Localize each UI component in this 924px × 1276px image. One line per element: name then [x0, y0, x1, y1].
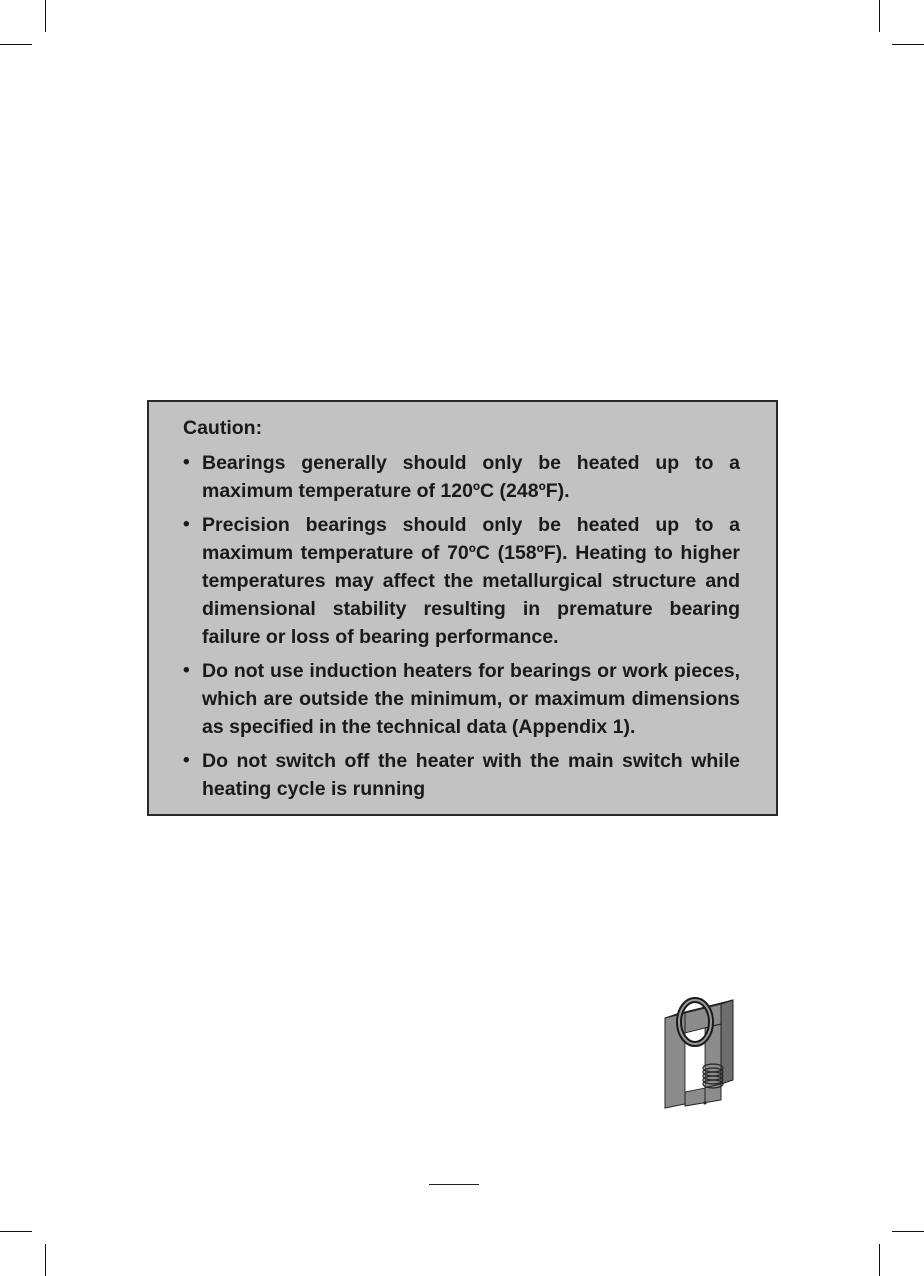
- bullet-icon: •: [183, 750, 190, 771]
- induction-heater-illustration-icon: [655, 996, 745, 1111]
- caution-item-text: Do not switch off the heater with the main switch while heating cycle is running: [202, 750, 740, 800]
- caution-item-dimensions: [183, 657, 740, 741]
- bullet-icon: •: [183, 660, 190, 681]
- caution-item-precision-bearings: [183, 511, 740, 651]
- crop-mark-top-right-vertical: [879, 0, 880, 32]
- caution-title: Caution:: [183, 417, 263, 439]
- caution-item-main-switch: [183, 747, 740, 803]
- caution-item-text: Precision bearings should only be heated up to a maximum temperature of 70ºC (158ºF). Heating to higher temperatures may affect the metallurgical structure and dimensional stability resulting in premature bearing failure or loss of bearing performance.: [202, 514, 740, 648]
- bullet-icon: •: [183, 514, 190, 535]
- crop-mark-top-left-horizontal: [0, 44, 32, 45]
- caution-item-max-temperature: [183, 449, 740, 505]
- caution-item-text: Bearings generally should only be heated up to a maximum temperature of 120ºC (248ºF).: [202, 452, 740, 502]
- caution-box: [147, 400, 778, 816]
- bullet-icon: •: [183, 452, 190, 473]
- caution-item-text: Do not use induction heaters for bearings or work pieces, which are outside the minimum, or maximum dimensions as specified in the technical data (Appendix 1).: [202, 660, 740, 738]
- caution-list: [183, 449, 740, 803]
- crop-mark-bottom-right-vertical: [879, 1244, 880, 1276]
- crop-mark-bottom-left-horizontal: [0, 1231, 32, 1232]
- footer-rule: [429, 1184, 479, 1185]
- crop-mark-top-left-vertical: [45, 0, 46, 32]
- crop-mark-bottom-right-horizontal: [892, 1231, 924, 1232]
- crop-mark-top-right-horizontal: [892, 44, 924, 45]
- crop-mark-bottom-left-vertical: [45, 1244, 46, 1276]
